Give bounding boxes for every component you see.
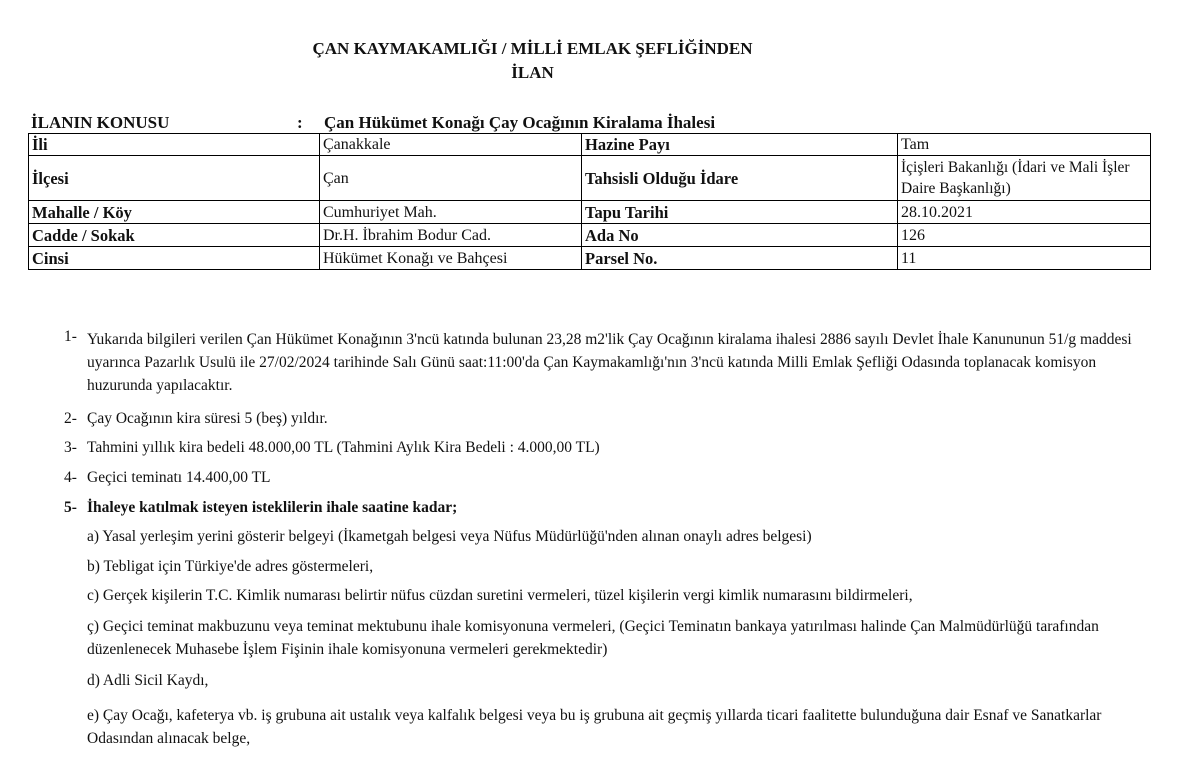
row-label: Parsel No. [582,247,898,270]
row-value: Tam [898,134,1151,156]
table-row [29,201,1151,224]
subject-value: Çan Hükümet Konağı Çay Ocağının Kiralama İhalesi [324,113,716,132]
clause-number: 1- [64,328,77,345]
row-value: 126 [898,224,1151,247]
row-label: Tahsisli Olduğu İdare [582,156,898,201]
row-value: Dr.H. İbrahim Bodur Cad. [320,224,582,247]
row-label: İli [29,134,320,156]
row-label: Hazine Payı [582,134,898,156]
clause-text: İhaleye katılmak isteyen isteklilerin ihale saatine kadar; [87,499,458,516]
table-row [29,156,1151,201]
row-value: 11 [898,247,1151,270]
row-label: Cadde / Sokak [29,224,320,247]
table-row [29,247,1151,270]
subclause-text: c) Gerçek kişilerin T.C. Kimlik numarası belirtir nüfus cüzdan suretini vermeleri, tüzel kişilerin vergi kimlik numarasını bildirmeleri, [87,587,913,604]
clause-number: 4- [64,469,77,486]
row-value: Çanakkale [320,134,582,156]
row-label: Tapu Tarihi [582,201,898,224]
subclause-text: d) Adli Sicil Kaydı, [87,672,209,689]
row-value: Hükümet Konağı ve Bahçesi [320,247,582,270]
subclause-text: e) Çay Ocağı, kafeterya vb. iş grubuna ait ustalık veya kalfalık belgesi veya bu iş grubuna ait geçmiş yıllarda ticari faalitette bulunduğuna dair Esnaf ve Sanatkarlar Odasından alınacak belge, [87,707,1102,747]
row-label: Mahalle / Köy [29,201,320,224]
document-title-line1: ÇAN KAYMAKAMLIĞI / MİLLİ EMLAK ŞEFLİĞİNDEN [312,39,753,58]
subclause-text: b) Tebligat için Türkiye'de adres göstermeleri, [87,558,374,575]
clause-number: 5- [64,499,77,516]
document-title-line2: İLAN [511,63,554,82]
clause-text: Geçici teminatı 14.400,00 TL [87,469,271,486]
row-value: 28.10.2021 [898,201,1151,224]
row-label: İlçesi [29,156,320,201]
table-row [29,224,1151,247]
clause-text: Çay Ocağının kira süresi 5 (beş) yıldır. [87,410,328,427]
subclause-text: a) Yasal yerleşim yerini gösterir belgeyi (İkametgah belgesi veya Nüfus Müdürlüğü'nden alınan onaylı adres belgesi) [87,528,812,545]
subject-colon: : [297,113,303,132]
clause-text: Tahmini yıllık kira bedeli 48.000,00 TL (Tahmini Aylık Kira Bedeli : 4.000,00 TL) [87,439,600,456]
subject-label: İLANIN KONUSU [31,113,170,132]
row-value: İçişleri Bakanlığı (İdari ve Mali İşler Daire Başkanlığı) [898,156,1151,201]
subclause-text: ç) Geçici teminat makbuzunu veya teminat mektubunu ihale komisyonuna vermeleri, (Geçici Teminatın bankaya yatırılması halinde Çan Malmüdürlüğü tarafından düzenlenecek Muhasebe İşlem Fişinin ihale komisyonuna vermeleri gerekmektedir) [87,618,1099,658]
row-label: Ada No [582,224,898,247]
clause-text: Yukarıda bilgileri verilen Çan Hükümet Konağının 3'ncü katında bulunan 23,28 m2'lik Çay Ocağının kiralama ihalesi 2886 sayılı Devlet İhale Kanununun 51/g maddesi uyarınca Pazarlık Usulü ile 27/02/2024 tarihinde Salı Günü saat:11:00'da Çan Kaymakamlığı'nın 3'ncü katında Milli Emlak Şefliği Odasında toplanacak komisyon huzurunda yapılacaktır. [87,331,1132,394]
clause-number: 3- [64,439,77,456]
property-info-table [28,133,1151,270]
row-label: Cinsi [29,247,320,270]
row-value: Cumhuriyet Mah. [320,201,582,224]
table-row [29,134,1151,156]
clause-number: 2- [64,410,77,427]
row-value: Çan [320,156,582,201]
